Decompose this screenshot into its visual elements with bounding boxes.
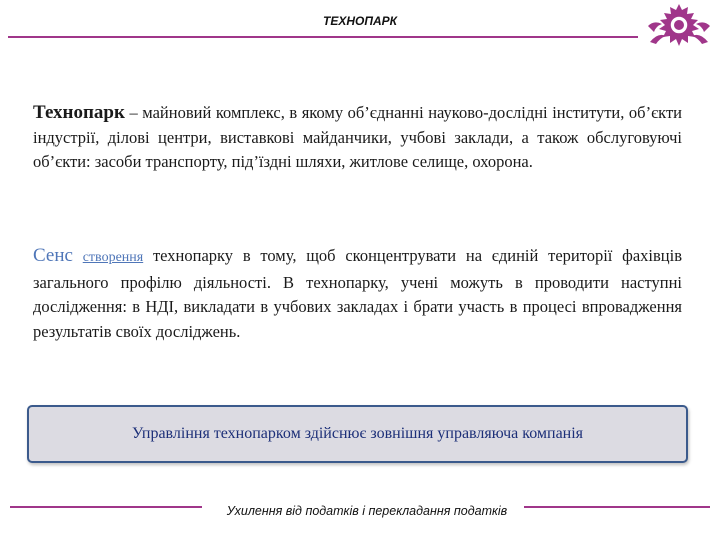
definition-text: – майновий комплекс, в якому об’єднанні науково-дослідні інститути, об’єкти індустрії, ділові центри, виставкові майданчики, учбові заклади, а також обслуговуючі об’єкти: засоби транспорту, під’їздні шляхи, житлове селище, охорона. bbox=[33, 103, 682, 171]
purpose-text: технопарку в тому, щоб сконцентрувати на єдиній території фахівців загального профілю діяльності. В технопарку, учені можуть в проводити наступні дослідження: в НДІ, викладати в учбових закладах і брати участь в процесі впровадження результатів своїх досліджень. bbox=[33, 246, 682, 341]
sens-sub-word: створення bbox=[82, 250, 144, 265]
term-technopark: Технопарк bbox=[33, 102, 125, 123]
management-callout-box bbox=[27, 405, 688, 463]
footer-divider-left bbox=[10, 506, 202, 508]
sens-word: Сенс bbox=[33, 245, 73, 266]
management-callout-text: Управління технопарком здійснює зовнішня управляюча компанія bbox=[131, 425, 584, 442]
crest-logo-icon bbox=[646, 2, 712, 48]
page-header-title: ТЕХНОПАРК bbox=[322, 14, 397, 28]
footer-caption: Ухилення від податків і перекладання податків bbox=[226, 504, 508, 518]
definition-paragraph bbox=[33, 101, 682, 175]
header-divider bbox=[8, 36, 638, 38]
footer-divider-right bbox=[524, 506, 710, 508]
purpose-paragraph bbox=[33, 244, 682, 344]
